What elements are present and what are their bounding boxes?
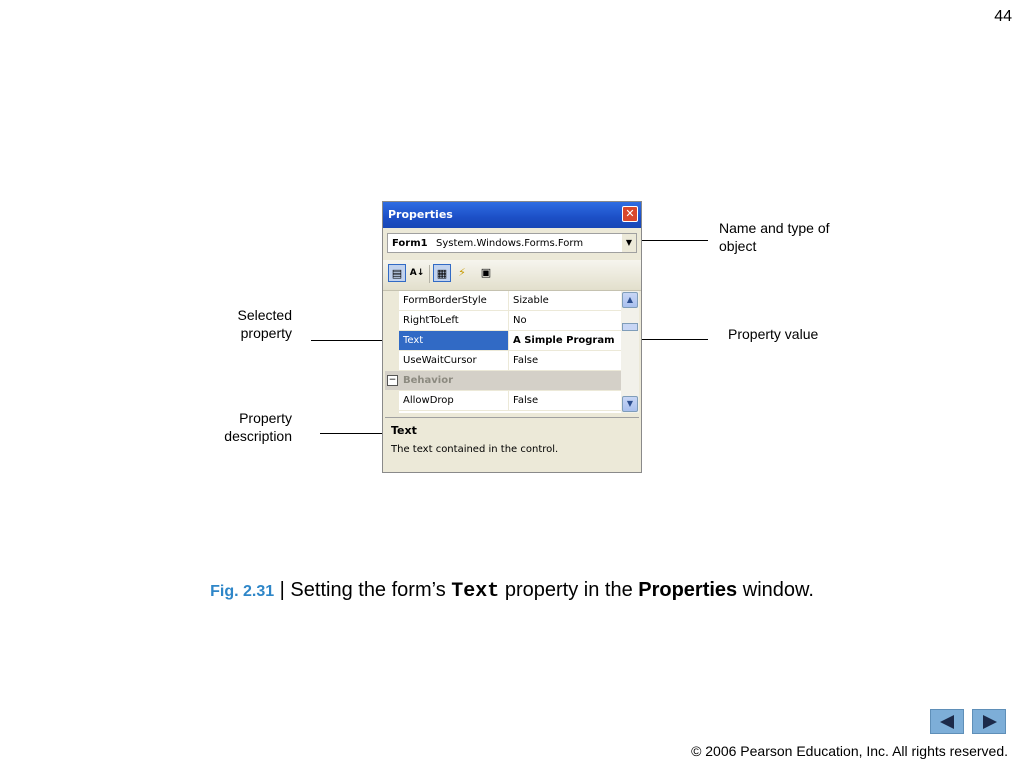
property-name: RightToLeft <box>403 315 459 326</box>
properties-title: Properties <box>388 208 453 221</box>
collapse-icon[interactable]: − <box>388 375 397 385</box>
property-pages-icon[interactable]: ▣ <box>480 266 492 279</box>
properties-toolbar <box>383 260 641 291</box>
events-lightning-icon[interactable]: ⚡ <box>458 266 466 279</box>
arrow-description-line <box>320 433 388 434</box>
property-row-righttoleft[interactable] <box>399 311 621 331</box>
copyright-notice: © 2006 Pearson Education, Inc. All rights reserved. <box>691 743 1008 759</box>
category-name: Behavior <box>403 375 454 386</box>
properties-view-icon[interactable]: ▦ <box>433 264 451 282</box>
caption-part3: window. <box>737 579 814 601</box>
property-value[interactable]: A Simple Program <box>513 335 615 346</box>
category-row-behavior[interactable] <box>385 371 621 391</box>
scroll-up-icon[interactable]: ▲ <box>622 292 638 308</box>
callout-selected-line2: property <box>240 325 292 341</box>
property-name: AllowDrop <box>403 395 454 406</box>
column-divider <box>508 351 509 370</box>
figure-label: Fig. 2.31 <box>210 583 275 600</box>
arrow-selected-property-line <box>311 340 390 341</box>
column-divider <box>508 391 509 410</box>
property-name: FormBorderStyle <box>403 295 487 306</box>
column-divider <box>508 331 509 350</box>
properties-window <box>382 201 642 473</box>
property-name: UseWaitCursor <box>403 355 477 366</box>
property-row-text[interactable] <box>399 331 621 351</box>
chevron-down-icon[interactable]: ▼ <box>622 234 636 252</box>
caption-part2: property in the <box>499 579 639 601</box>
alphabetical-sort-icon[interactable]: A↓ <box>409 268 425 278</box>
callout-selected-line1: Selected <box>237 307 292 323</box>
callout-description-line1: Property <box>239 410 292 426</box>
arrow-left-icon <box>940 715 954 729</box>
callout-name-type-line2: object <box>719 238 757 254</box>
callout-name-type <box>719 219 830 255</box>
close-icon[interactable]: ✕ <box>622 206 638 222</box>
property-value[interactable]: Sizable <box>513 295 549 306</box>
page-number: 44 <box>994 8 1012 25</box>
categorized-icon[interactable]: ▤ <box>388 264 406 282</box>
property-row-formborderstyle[interactable] <box>399 291 621 311</box>
object-type: System.Windows.Forms.Form <box>436 238 584 249</box>
previous-slide-button[interactable] <box>930 709 964 734</box>
toolbar-divider <box>429 265 430 283</box>
property-value[interactable]: No <box>513 315 527 326</box>
caption-bold: Properties <box>638 579 738 601</box>
callout-property-description <box>200 409 292 445</box>
property-value[interactable]: False <box>513 395 539 406</box>
property-row-allowdrop[interactable] <box>399 391 621 411</box>
scroll-down-icon[interactable]: ▼ <box>622 396 638 412</box>
column-divider <box>508 311 509 330</box>
callout-description-line2: description <box>224 428 292 444</box>
property-value[interactable]: False <box>513 355 539 366</box>
callout-name-type-line1: Name and type of <box>719 220 830 236</box>
caption-code: Text <box>451 580 500 603</box>
grid-gutter <box>385 291 399 413</box>
description-pane <box>385 417 639 470</box>
description-text: The text contained in the control. <box>391 444 559 455</box>
arrow-right-icon <box>983 715 997 729</box>
description-title: Text <box>391 424 417 437</box>
caption-part1: | Setting the form’s <box>274 579 452 601</box>
callout-property-value: Property value <box>728 326 819 342</box>
object-selector[interactable] <box>387 233 637 253</box>
figure-caption <box>0 579 1024 603</box>
object-name: Form1 <box>392 238 428 249</box>
vertical-scrollbar[interactable] <box>621 291 639 413</box>
property-name: Text <box>403 335 424 346</box>
scroll-thumb[interactable] <box>622 323 638 331</box>
callout-selected-property <box>200 306 292 342</box>
property-grid <box>385 291 639 413</box>
property-row-usewaitcursor[interactable] <box>399 351 621 371</box>
properties-titlebar[interactable] <box>383 202 641 228</box>
column-divider <box>508 291 509 310</box>
next-slide-button[interactable] <box>972 709 1006 734</box>
